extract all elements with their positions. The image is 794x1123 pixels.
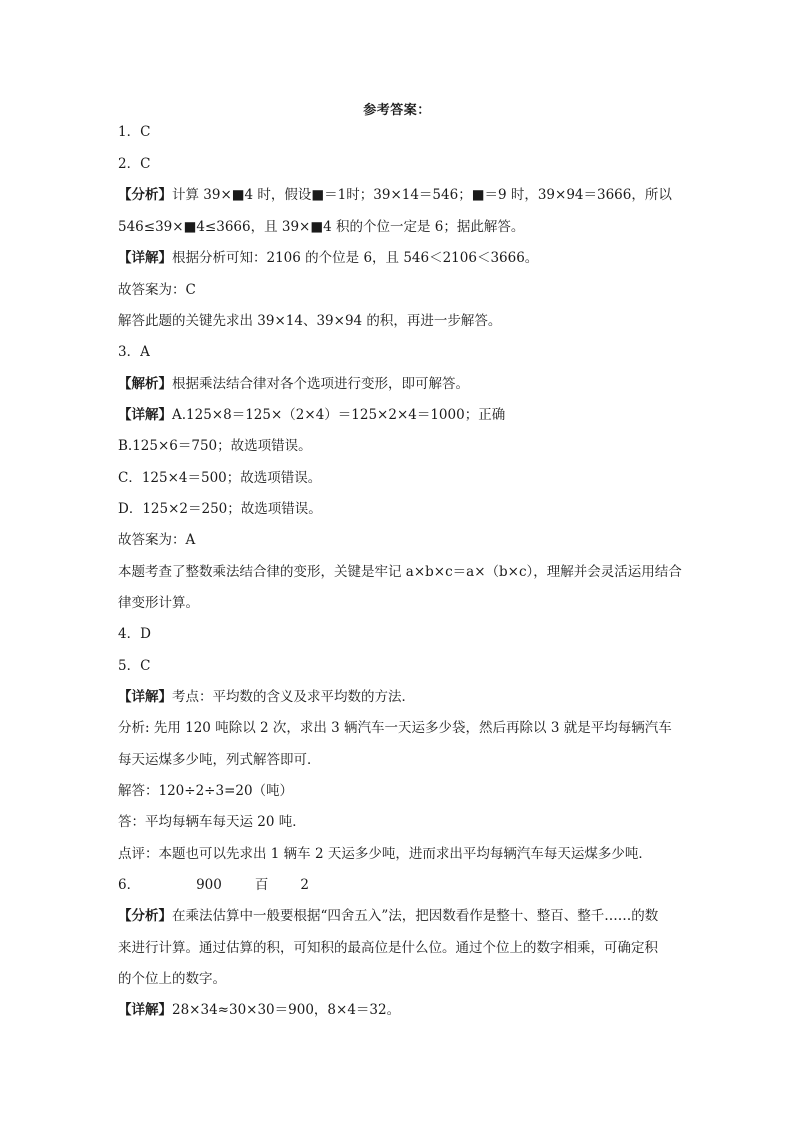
section-tag: 【详解】: [118, 407, 172, 423]
answer-line: [118, 594, 698, 612]
section-tag: 【分析】: [118, 187, 172, 203]
line-text: 本题考查了整数乘法结合律的变形，关键是牢记 a×b×c＝a×（b×c），理解并会灵活运用结合: [118, 564, 682, 580]
line-text: 答：平均每辆车每天运 20 吨．: [118, 814, 306, 830]
line-text: 律变形计算。: [118, 595, 199, 611]
line-text: 5．C: [118, 658, 151, 674]
answer-line: [118, 970, 698, 988]
line-text: 6．: [118, 877, 141, 893]
answer-line: [118, 657, 698, 675]
line-text: 在乘法估算中一般要根据“四舍五入”法，把因数看作是整十、整百、整千……的数: [172, 908, 659, 924]
answer-line: [118, 249, 698, 267]
section-tag: 【分析】: [118, 908, 172, 924]
section-tag: 【解析】: [118, 376, 172, 392]
q6-answer: 百: [254, 877, 269, 893]
line-text: 根据分析可知：2106 的个位是 6，且 546＜2106＜3666。: [172, 250, 539, 266]
answer-line: [118, 343, 698, 361]
line-text: 故答案为：A: [118, 532, 196, 548]
page-title: 参考答案：: [363, 103, 431, 118]
line-text: 3．A: [118, 344, 150, 360]
line-text: A.125×8＝125×（2×4）＝125×2×4＝1000；正确: [172, 407, 506, 423]
answer-line: [118, 625, 698, 643]
line-text: 1．C: [118, 124, 151, 140]
answer-line: [118, 688, 698, 706]
answer-line: [118, 312, 698, 330]
answer-line: [118, 406, 698, 424]
answer-line: [118, 719, 698, 737]
answer-line: [118, 1001, 698, 1019]
answer-line: [118, 531, 698, 549]
answer-line: [118, 375, 698, 393]
answer-line: [118, 281, 698, 299]
answer-line: [118, 437, 698, 455]
answer-line: [118, 751, 698, 769]
section-tag: 【详解】: [118, 1002, 172, 1018]
answer-line: [118, 500, 698, 518]
line-text: 28×34≈30×30＝900，8×4＝32。: [172, 1002, 401, 1018]
line-text: 546≤39×■4≤3666，且 39×■4 积的个位一定是 6；据此解答。: [118, 219, 525, 235]
line-text: 的个位上的数字。: [118, 971, 226, 987]
line-text: D．125×2＝250；故选项错误。: [118, 501, 322, 517]
answer-line: [118, 469, 698, 487]
line-text: B.125×6＝750；故选项错误。: [118, 438, 312, 454]
line-text: 点评：本题也可以先求出 1 辆车 2 天运多少吨，进而求出平均每辆汽车每天运煤多少吨．: [118, 846, 652, 862]
q6-answer: 900: [196, 877, 222, 893]
answer-line: [118, 563, 698, 581]
line-text: 来进行计算。通过估算的积，可知积的最高位是什么位。通过个位上的数字相乘，可确定积: [118, 940, 658, 956]
answer-line: [118, 782, 698, 800]
answer-line: [118, 907, 698, 925]
line-text: 分析: 先用 120 吨除以 2 次，求出 3 辆汽车一天运多少袋，然后再除以 3 就是平均每辆汽车: [118, 720, 672, 736]
answer-line: [118, 155, 698, 173]
answer-line: [118, 218, 698, 236]
line-text: 计算 39×■4 时，假设■＝1时；39×14＝546；■＝9 时，39×94＝3666，所以: [172, 187, 672, 203]
line-text: 解答此题的关键先求出 39×14、39×94 的积，再进一步解答。: [118, 313, 502, 329]
answer-line: [118, 845, 698, 863]
line-text: 故答案为：C: [118, 282, 196, 298]
line-text: 解答：120÷2÷3=20（吨）: [118, 783, 294, 799]
answer-line: [118, 123, 698, 141]
q6-answer: 2: [300, 877, 309, 893]
answer-line: [118, 876, 698, 894]
line-text: 4．D: [118, 626, 151, 642]
line-text: 根据乘法结合律对各个选项进行变形，即可解答。: [172, 376, 469, 392]
line-text: C．125×4＝500；故选项错误。: [118, 470, 322, 486]
answer-line: [118, 813, 698, 831]
section-tag: 【详解】: [118, 689, 172, 705]
line-text: 2．C: [118, 156, 151, 172]
line-text: 考点：平均数的含义及求平均数的方法．: [172, 689, 415, 705]
answer-line: [118, 939, 698, 957]
section-tag: 【详解】: [118, 250, 172, 266]
line-text: 每天运煤多少吨，列式解答即可．: [118, 752, 321, 768]
answer-line: [118, 186, 698, 204]
